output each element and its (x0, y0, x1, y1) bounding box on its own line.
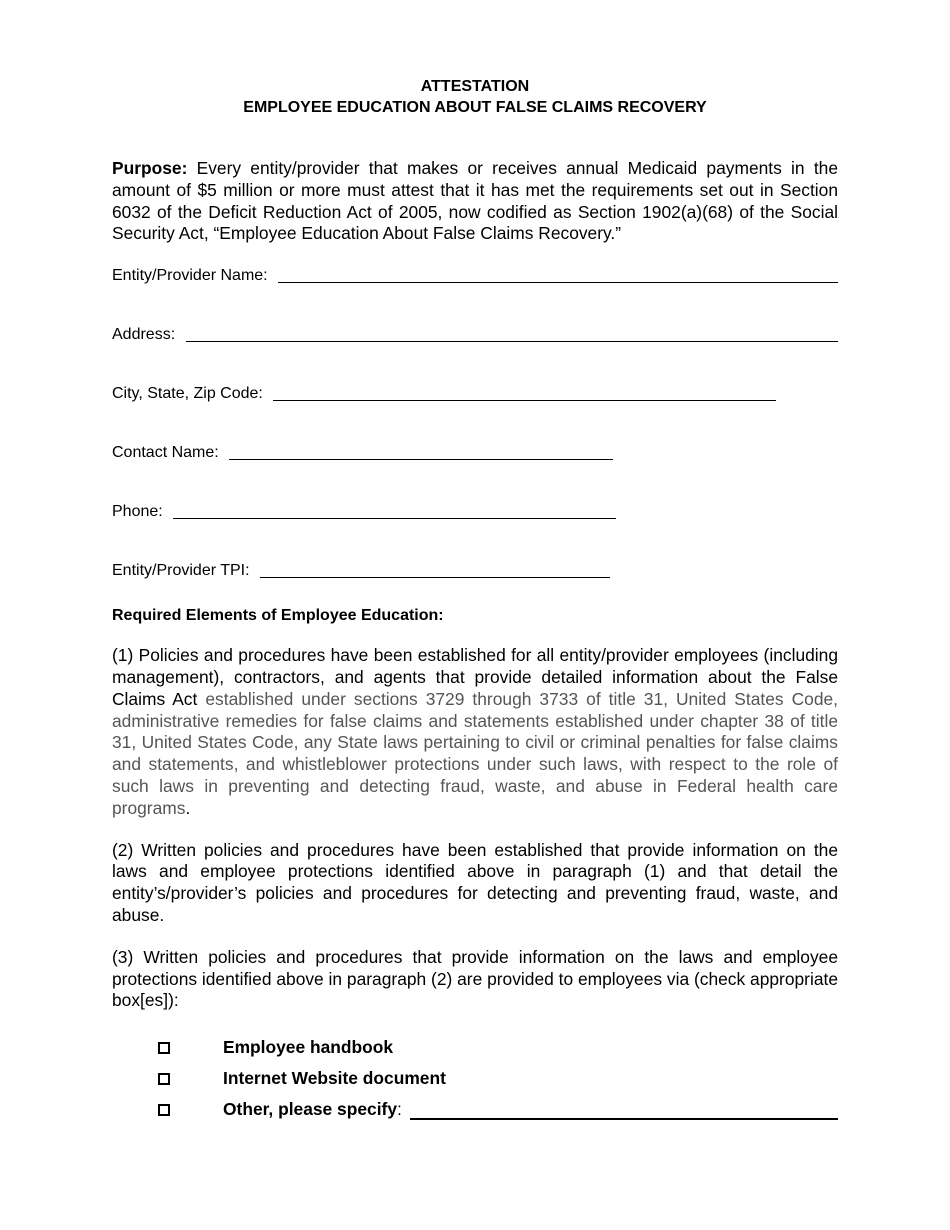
purpose-text: Every entity/provider that makes or receives annual Medicaid payments in the amount of $5 million or more must attest that it has met the requirements set out in Section 6032 of the Deficit Reduction Act of 2005, now codified as Section 1902(a)(68) of the Social Security Act, “Employee Education About False Claims Recovery.” (112, 158, 838, 244)
required-elements-heading: Required Elements of Employee Education: (112, 607, 444, 625)
paragraph-1-end: . (185, 797, 191, 818)
other-colon: : (397, 1099, 402, 1120)
provider-info-fields (112, 253, 838, 580)
purpose-label: Purpose: (112, 158, 188, 178)
phone-row (112, 489, 838, 521)
contact-name-row (112, 430, 838, 462)
website-label: Internet Website document (223, 1068, 446, 1089)
address-field[interactable] (186, 323, 838, 342)
form-subtitle: EMPLOYEE EDUCATION ABOUT FALSE CLAIMS RECOVERY (243, 99, 707, 116)
tpi-field[interactable] (260, 559, 610, 578)
other-label: Other, please specify (223, 1099, 397, 1120)
contact-name-label: Contact Name: (112, 444, 224, 462)
handbook-checkbox[interactable] (158, 1042, 170, 1054)
handbook-label: Employee handbook (223, 1037, 394, 1058)
paragraph-1-detail: established under sections 3729 through 3733 of title 31, United States Code, administrative remedies for false claims and statements established under chapter 38 of title 31, United States Code, any State laws pertaining to civil or criminal penalties for false claims and statements, and whistleblower protections under such laws, with respect to the role of such laws in preventing and detecting fraud, waste, and abuse in Federal health care programs (112, 688, 839, 818)
tpi-row (112, 548, 838, 580)
entity-name-field[interactable] (278, 264, 838, 283)
city-state-zip-field[interactable] (273, 382, 776, 401)
address-row (112, 312, 838, 344)
check-item-website (158, 1063, 838, 1094)
attestation-form (112, 76, 838, 1125)
form-title: ATTESTATION (420, 78, 530, 95)
entity-name-row (112, 253, 838, 285)
contact-name-field[interactable] (229, 441, 613, 460)
city-state-zip-row (112, 371, 838, 403)
address-label: Address: (112, 326, 180, 344)
paragraph-2: (2) Written policies and procedures have been established that provide information on the laws and employee protections identified above in paragraph (1) and that detail the entity’s/provider’s policies and procedures for detecting and preventing fraud, waste, and abuse. (112, 839, 838, 925)
tpi-label: Entity/Provider TPI: (112, 562, 254, 580)
check-item-other (158, 1094, 838, 1125)
entity-name-label: Entity/Provider Name: (112, 267, 273, 285)
check-item-handbook (158, 1032, 838, 1063)
city-state-zip-label: City, State, Zip Code: (112, 385, 268, 403)
distribution-checklist (112, 1032, 838, 1125)
phone-field[interactable] (173, 500, 616, 519)
website-checkbox[interactable] (158, 1073, 170, 1085)
paragraph-3: (3) Written policies and procedures that provide information on the laws and employee protections identified above in paragraph (2) are provided to employees via (check appropriate box[es]): (112, 946, 838, 1011)
paragraph-1 (112, 645, 838, 819)
other-checkbox[interactable] (158, 1104, 170, 1116)
other-specify-field[interactable] (410, 1100, 838, 1120)
phone-label: Phone: (112, 503, 168, 521)
purpose-paragraph (112, 158, 838, 245)
paragraph-1-start: (1) Policies and procedures have been established for all entity/provider employees (including management), contractors, and agents that provide detailed information about the False Claims Act (112, 645, 838, 709)
